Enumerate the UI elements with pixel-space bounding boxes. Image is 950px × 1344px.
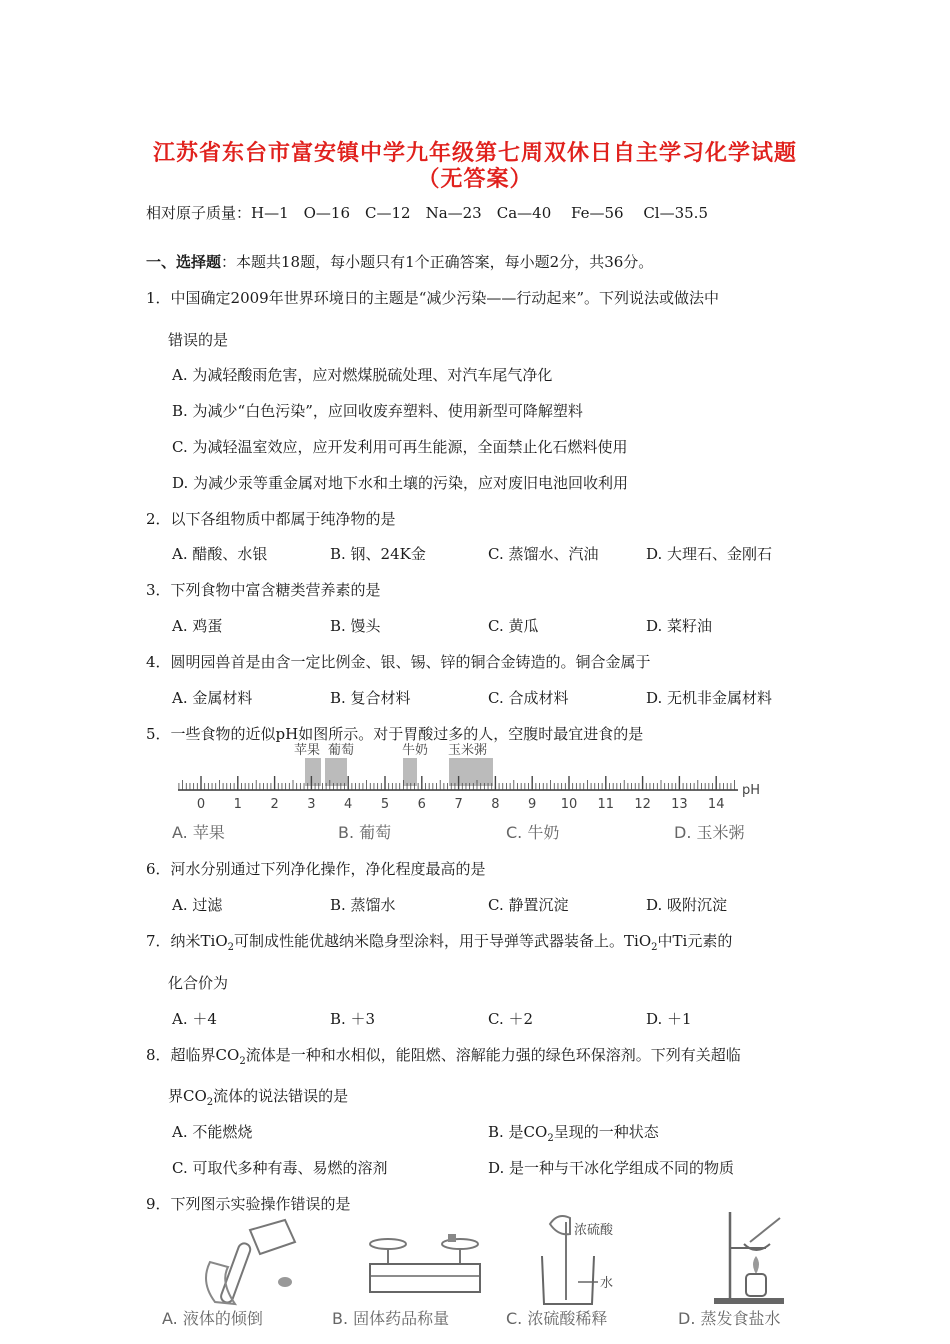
question-3-option-d: D. 菜籽油 [646, 617, 713, 635]
ph-tick-label: 2 [270, 797, 279, 812]
q7-sub1: 2 [227, 942, 235, 953]
question-6-option-c: C. 静置沉淀 [488, 896, 569, 914]
food-label-apple: 苹果 [294, 743, 321, 758]
ph-tick-label: 10 [560, 797, 578, 812]
question-9-option-a: A. 液体的倾倒 [162, 1309, 263, 1328]
question-2-option-a: A. 醋酸、水银 [172, 545, 268, 563]
q8-line2-sub: 2 [206, 1097, 214, 1108]
question-8-option-b [488, 1121, 659, 1144]
question-6-option-d: D. 吸附沉淀 [646, 896, 728, 914]
ph-tick-label: 14 [707, 797, 725, 812]
question-4-text: 4．圆明园兽首是由含一定比例金、银、锡、锌的铜合金铸造的。铜合金属于 [146, 653, 651, 671]
question-4-option-c: C. 合成材料 [488, 689, 569, 707]
question-7-option-a: A. ＋4 [172, 1010, 217, 1028]
question-7-option-d: D. ＋1 [646, 1010, 692, 1028]
test-tube [219, 1242, 251, 1304]
bottle-stopper [278, 1277, 292, 1287]
label-water: 水 [600, 1276, 614, 1291]
ph-tick-label: 8 [491, 797, 500, 812]
spirit-lamp [746, 1274, 766, 1296]
question-9-option-d: D. 蒸发食盐水 [678, 1309, 781, 1328]
ph-unit: pH [742, 783, 761, 798]
section-desc: ：本题共18题，每小题只有1个正确答案，每小题2分，共36分。 [221, 253, 654, 271]
question-7-option-b: B. ＋3 [330, 1010, 376, 1028]
ph-tick-label: 6 [417, 797, 426, 812]
ph-tick-label: 4 [344, 797, 353, 812]
q8-line2-part1: 界CO [168, 1087, 207, 1105]
q7-sub2: 2 [651, 942, 658, 953]
ph-tick-label: 12 [634, 797, 651, 812]
question-3-option-c: C. 黄瓜 [488, 617, 539, 635]
question-9-text: 9．下列图示实验操作错误的是 [146, 1195, 351, 1213]
question-2-text: 2．以下各组物质中都属于纯净物的是 [146, 510, 396, 528]
ph-band-corn [449, 758, 493, 786]
reagent-bottle [250, 1220, 295, 1254]
ph-tick-label: 3 [307, 797, 316, 812]
question-2-option-b: B. 钢、24K金 [330, 545, 426, 563]
food-label-corn: 玉米粥 [448, 743, 488, 758]
question-6-option-a: A. 过滤 [172, 896, 223, 914]
question-3-option-b: B. 馒头 [330, 617, 381, 635]
question-9-option-b: B. 固体药品称量 [332, 1309, 450, 1328]
question-3-text: 3．下列食物中富含糖类营养素的是 [146, 581, 381, 599]
question-2-option-c: C. 蒸馏水、汽油 [488, 545, 599, 563]
question-9-option-c: C. 浓硫酸稀释 [506, 1309, 608, 1328]
question-5-option-c: C. 牛奶 [506, 823, 560, 842]
stand-base [714, 1298, 784, 1304]
atomic-mass-line: 相对原子质量：H—1 O—16 C—12 Na—23 Ca—40 Fe—56 Cl—35.5 [146, 204, 708, 222]
figure-dilution [530, 1212, 650, 1308]
question-7-text [146, 930, 732, 953]
food-label-milk: 牛奶 [402, 743, 429, 758]
ph-tick-label: 11 [597, 797, 615, 812]
q8-part2: 流体是一种和水相似，能阻燃、溶解能力强的绿色环保溶剂。下列有关超临 [245, 1046, 741, 1064]
question-5-option-a: A. 苹果 [172, 823, 225, 842]
ph-tick-label: 13 [671, 797, 688, 812]
beaker [542, 1256, 594, 1304]
q8-line2-part2: 流体的说法错误的是 [213, 1087, 349, 1105]
question-4-option-b: B. 复合材料 [330, 689, 411, 707]
page-subtitle: （无答案） [417, 167, 533, 192]
question-2-option-d: D. 大理石、金刚石 [646, 545, 773, 563]
question-8-text [146, 1044, 741, 1067]
question-1-option-c: C. 为减轻温室效应，应开发利用可再生能源，全面禁止化石燃料使用 [172, 438, 628, 456]
question-5-option-b: B. 葡萄 [338, 823, 392, 842]
ph-band-apple [305, 758, 321, 786]
figure-balance [360, 1224, 490, 1308]
section-heading [146, 251, 653, 272]
question-7-option-c: C. ＋2 [488, 1010, 534, 1028]
ph-tick-label: 0 [196, 797, 206, 812]
question-8-option-a: A. 不能燃烧 [172, 1123, 253, 1141]
q7-part3: 中Ti元素的 [657, 932, 733, 950]
ph-tick-label: 9 [528, 797, 537, 812]
q8-option-b-part1: B. 是CO [488, 1123, 548, 1141]
question-4-option-d: D. 无机非金属材料 [646, 689, 773, 707]
q8-part1: 8．超临界CO [146, 1046, 240, 1064]
q7-part1: 7．纳米TiO [146, 932, 228, 950]
section-title: 一、选择题 [146, 253, 222, 271]
question-5-text: 5．一些食物的近似pH如图所示。对于胃酸过多的人，空腹时最宜进食的是 [146, 725, 644, 743]
ph-tick-label: 5 [380, 797, 390, 812]
question-8-option-c: C. 可取代多种有毒、易燃的溶剂 [172, 1159, 388, 1177]
label-concentrated-sulfuric-acid: 浓硫酸 [574, 1223, 614, 1238]
question-1-option-b: B. 为减少“白色污染”，应回收废弃塑料、使用新型可降解塑料 [172, 402, 583, 420]
ph-tick-label: 7 [454, 797, 463, 812]
food-label-grape: 葡萄 [328, 743, 355, 758]
figure-evaporation [700, 1208, 800, 1308]
question-7-text-cont: 化合价为 [168, 974, 229, 992]
question-4-option-a: A. 金属材料 [172, 689, 253, 707]
question-6-option-b: B. 蒸馏水 [330, 896, 396, 914]
question-8-option-d: D. 是一种与干冰化学组成不同的物质 [488, 1159, 735, 1177]
figure-liquid-pouring [190, 1212, 320, 1308]
question-1-text: 1．中国确定2009年世界环境日的主题是“减少污染——行动起来”。下列说法或做法中 [146, 289, 720, 307]
question-1-option-a: A. 为减轻酸雨危害，应对燃煤脱硫处理、对汽车尾气净化 [172, 366, 553, 384]
q8-option-b-part2: 呈现的一种状态 [553, 1123, 659, 1141]
question-1-text-cont: 错误的是 [168, 331, 229, 349]
q7-part2: 可制成性能优越纳米隐身型涂料，用于导弹等武器装备上。TiO [234, 932, 652, 950]
ph-band-milk [403, 758, 417, 786]
ph-tick-label: 1 [233, 797, 242, 812]
right-pan [442, 1239, 478, 1249]
question-5-option-d: D. 玉米粥 [674, 823, 745, 842]
balance-base [370, 1264, 480, 1292]
weights [448, 1234, 456, 1242]
ph-band-grape [325, 758, 347, 786]
stirring-rod [750, 1218, 780, 1242]
left-pan [370, 1239, 406, 1249]
question-6-text: 6．河水分别通过下列净化操作，净化程度最高的是 [146, 860, 486, 878]
page-title: 江苏省东台市富安镇中学九年级第七周双休日自主学习化学试题 [152, 141, 797, 166]
question-3-option-a: A. 鸡蛋 [172, 617, 223, 635]
q8-option-b-sub: 2 [547, 1133, 554, 1144]
question-1-option-d: D. 为减少汞等重金属对地下水和土壤的污染，应对废旧电池回收利用 [172, 474, 629, 492]
q8-sub1: 2 [239, 1056, 246, 1067]
spirit-lamp-flame [753, 1256, 759, 1274]
ph-tick-labels [197, 797, 725, 812]
question-8-text-cont [168, 1085, 348, 1108]
